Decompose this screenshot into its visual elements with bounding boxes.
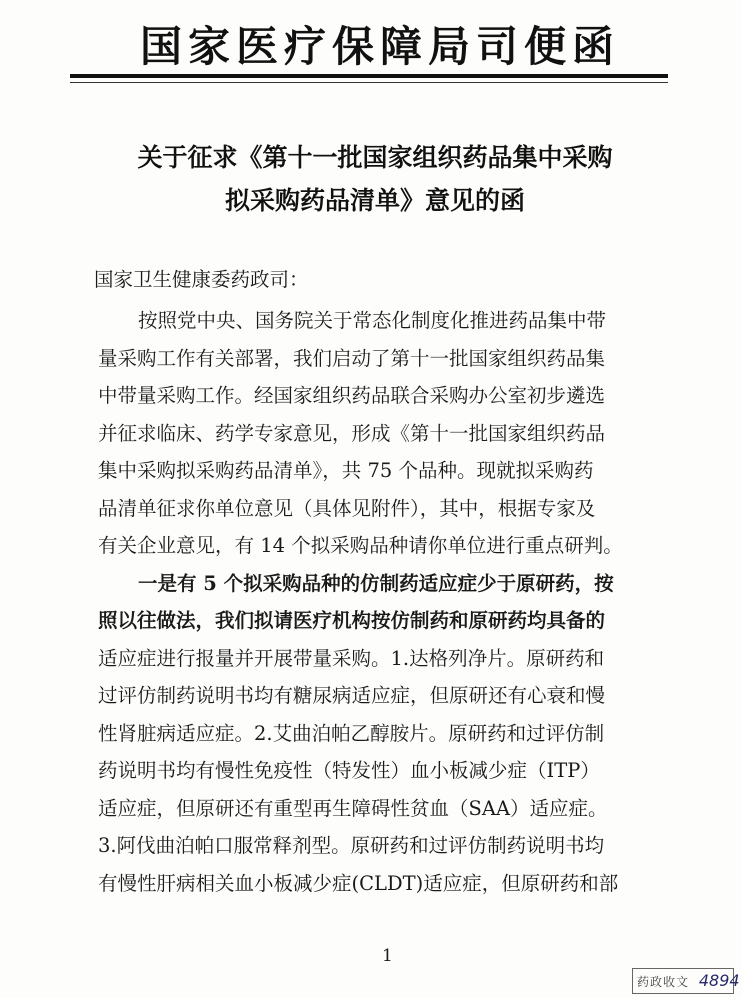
letter-title: [80, 136, 670, 222]
body-line: 有慢性肝病相关血小板减少症(CLDT)适应症，但原研药和部: [98, 871, 619, 895]
body-line: 有关企业意见，有 14 个拟采购品种请你单位进行重点研判。: [98, 534, 623, 557]
letterhead-rule-thin: [70, 82, 668, 83]
body-line: 3.阿伐曲泊帕口服常释剂型。原研药和过评仿制药说明书均: [98, 834, 605, 857]
letterhead-rule-thick: [70, 74, 668, 78]
body-line: 药说明书均有慢性免疫性（特发性）血小板减少症（ITP）: [98, 759, 600, 782]
body-line: 中带量采购工作。经国家组织药品联合采购办公室初步遴选: [98, 384, 606, 407]
letterhead-title: 国家医疗保障局司便函: [139, 22, 620, 71]
page-number: 1: [382, 946, 393, 966]
body-line: 适应症进行报量并开展带量采购。1.达格列净片。原研药和: [98, 646, 605, 670]
body-line: 集中采购拟采购药品清单》，共 75 个品种。现就拟采购药: [98, 459, 594, 482]
body-line: 品清单征求你单位意见（具体见附件），其中，根据专家及: [98, 496, 596, 520]
body-line-emphasis: 一是有 5 个拟采购品种的仿制药适应症少于原研药，按: [138, 571, 614, 595]
letter-title-line-1: 关于征求《第十一批国家组织药品集中采购: [137, 143, 613, 172]
body-line: 性肾脏病适应症。2.艾曲泊帕乙醇胺片。原研药和过评仿制: [98, 721, 605, 745]
body-line: 适应症，但原研还有重型再生障碍性贫血（SAA）适应症。: [98, 796, 608, 820]
body-line: 按照党中央、国务院关于常态化制度化推进药品集中带: [138, 309, 607, 332]
receipt-stamp: [632, 968, 740, 994]
receipt-stamp-label: 药政收文: [637, 975, 690, 989]
letter-title-line-2: 拟采购药品清单》意见的函: [224, 186, 525, 215]
body-line: 量采购工作有关部署，我们启动了第十一批国家组织药品集: [98, 346, 606, 370]
salutation: 国家卫生健康委药政司：: [94, 268, 309, 291]
body-line: 过评仿制药说明书均有糖尿病适应症，但原研还有心衰和慢: [98, 684, 606, 707]
receipt-stamp-number: 4894: [698, 971, 740, 990]
body-line: 并征求临床、药学专家意见，形成《第十一批国家组织药品: [98, 421, 606, 445]
letter-body: [98, 302, 668, 902]
body-line-emphasis: 照以往做法，我们拟请医疗机构按仿制药和原研药均具备的: [98, 609, 606, 632]
